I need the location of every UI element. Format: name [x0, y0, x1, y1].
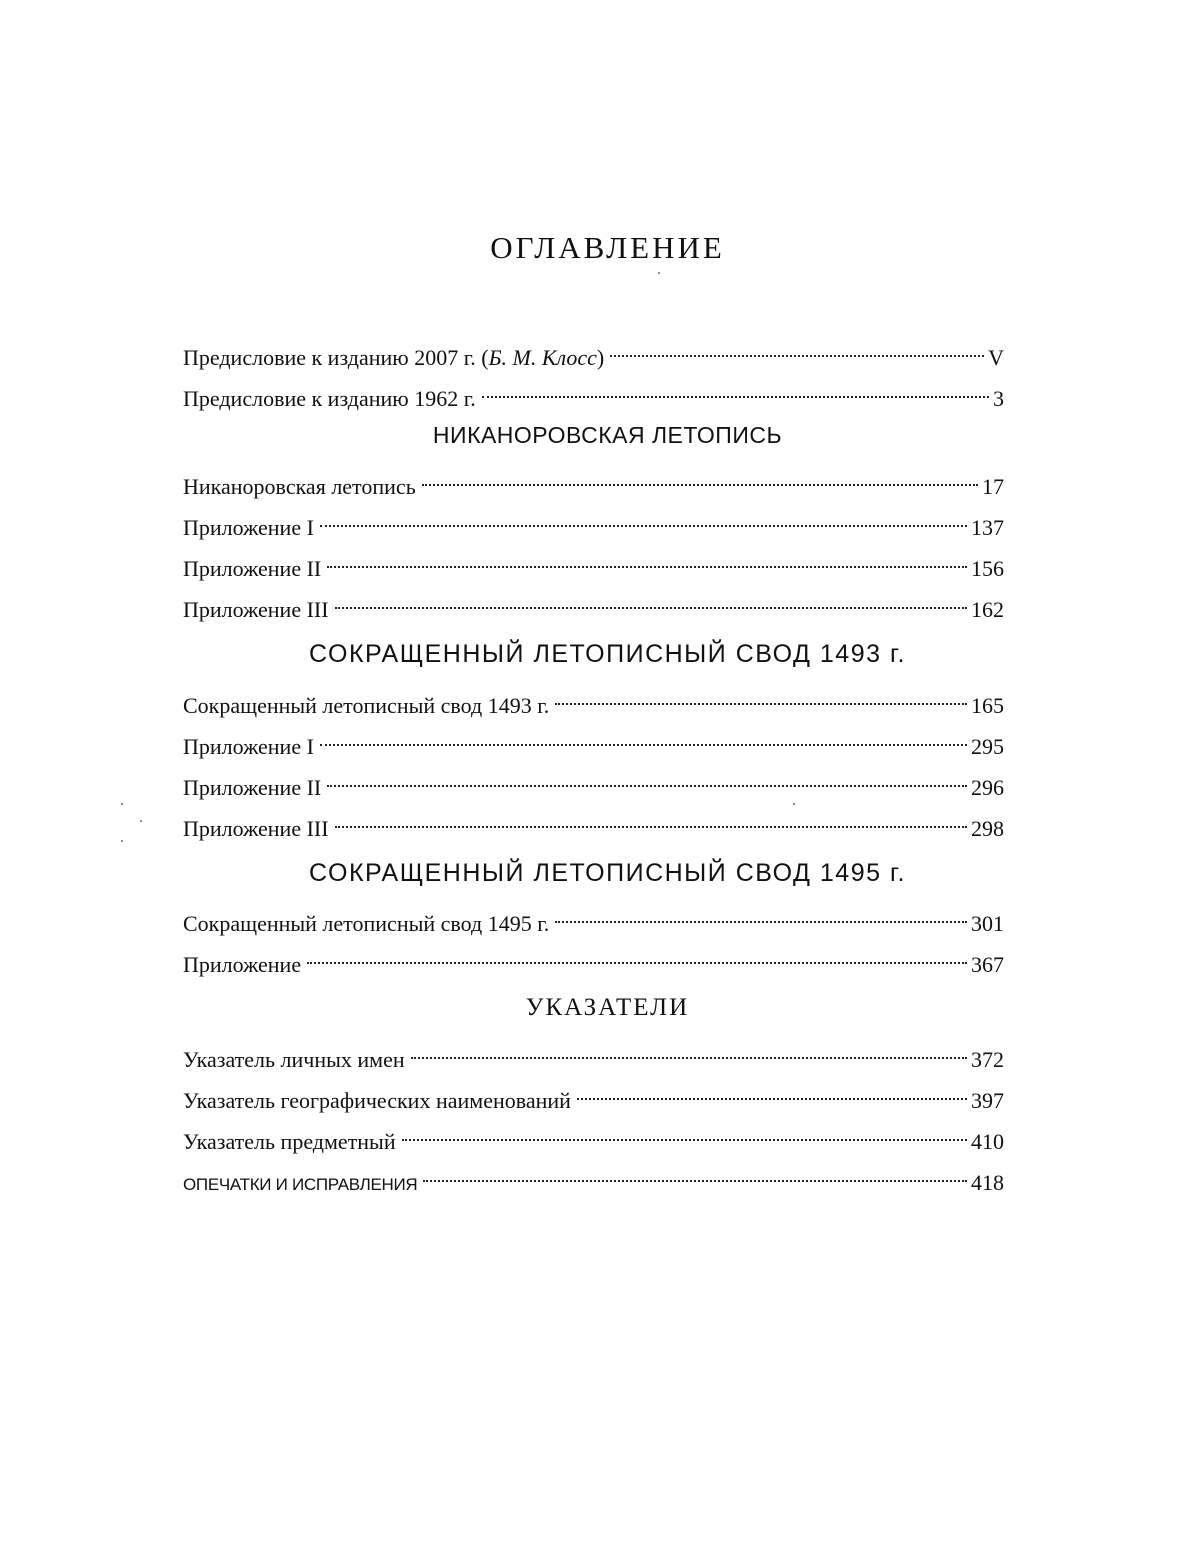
- toc-entry-page: V: [988, 345, 1004, 370]
- toc-entry-label: Приложение I: [183, 734, 314, 759]
- dot-leader: [555, 901, 967, 931]
- toc-entry-label: Приложение II: [183, 775, 322, 800]
- dot-leader: [402, 1119, 967, 1149]
- dot-leader: [335, 806, 967, 836]
- dot-leader: [320, 505, 967, 535]
- toc-entry-label: Указатель личных имен: [183, 1047, 405, 1072]
- scan-speck: [121, 803, 123, 805]
- toc-entry-page: 165: [971, 693, 1004, 718]
- toc-entry[interactable]: [183, 1078, 1004, 1113]
- dot-leader: [610, 335, 984, 365]
- dot-leader: [335, 587, 967, 617]
- toc-entry[interactable]: [183, 765, 1004, 800]
- toc-entry-label: Указатель географических наименований: [183, 1088, 571, 1113]
- dot-leader: [482, 376, 989, 406]
- section-title-nikanorovskaya: НИКАНОРОВСКАЯ ЛЕТОПИСЬ: [432, 422, 783, 448]
- toc-entry-label: Приложение II: [183, 556, 322, 581]
- toc-entry[interactable]: [183, 942, 1004, 977]
- toc-entry-page: 137: [971, 515, 1004, 540]
- dot-leader: [327, 546, 967, 576]
- dot-leader: [411, 1037, 967, 1067]
- toc-entry-page: 301: [971, 911, 1004, 936]
- scan-speck: [658, 272, 660, 274]
- toc-entry-preface-1962[interactable]: [183, 376, 1004, 411]
- scan-speck: [121, 840, 123, 842]
- dot-leader: [320, 724, 967, 754]
- toc-entry-label: Сокращенный летописный свод 1495 г.: [183, 911, 550, 936]
- toc-entry[interactable]: [183, 724, 1004, 759]
- toc-entry-label: Приложение III: [183, 816, 329, 841]
- toc-entry-label: Сокращенный летописный свод 1493 г.: [183, 693, 550, 718]
- section-title-ukazateli: УКАЗАТЕЛИ: [525, 994, 690, 1021]
- toc-entry[interactable]: [183, 901, 1004, 936]
- toc-entry-page: 298: [971, 816, 1004, 841]
- toc-entry-page: 3: [993, 386, 1004, 411]
- toc-entry[interactable]: [183, 505, 1004, 540]
- section-title-svod-1495: СОКРАЩЕННЫЙ ЛЕТОПИСНЫЙ СВОД 1495 г.: [309, 859, 906, 887]
- toc-entry[interactable]: [183, 587, 1004, 622]
- toc-entry[interactable]: [183, 464, 1004, 499]
- dot-leader: [577, 1078, 967, 1108]
- toc-entry-errata[interactable]: [183, 1160, 1004, 1195]
- dot-leader: [423, 1160, 967, 1190]
- dot-leader: [307, 942, 967, 972]
- toc-entry-label: Никаноровская летопись: [183, 474, 416, 499]
- toc-entry-page: 410: [971, 1129, 1004, 1154]
- toc-entry-preface-2007[interactable]: [183, 335, 1004, 370]
- toc-entry-label: ОПЕЧАТКИ И ИСПРАВЛЕНИЯ: [183, 1175, 418, 1194]
- scan-speck: [140, 820, 142, 822]
- toc-entry-label: Приложение I: [183, 515, 314, 540]
- toc-entry-page: 397: [971, 1088, 1004, 1113]
- dot-leader: [327, 765, 967, 795]
- toc-entry-page: 296: [971, 775, 1004, 800]
- toc-entry-page: 372: [971, 1047, 1004, 1072]
- toc-entry-page: 162: [971, 597, 1004, 622]
- toc-entry-label: Приложение: [183, 952, 302, 977]
- page-title: ОГЛАВЛЕНИЕ: [490, 230, 725, 265]
- section-title-svod-1493: СОКРАЩЕННЫЙ ЛЕТОПИСНЫЙ СВОД 1493 г.: [309, 640, 906, 668]
- toc-entry-page: 156: [971, 556, 1004, 581]
- scan-speck: [793, 803, 795, 805]
- toc-entry-label: Предисловие к изданию 2007 г. (Б. М. Клосс): [183, 345, 605, 370]
- toc-entry[interactable]: [183, 1119, 1004, 1154]
- toc-entry-label: Предисловие к изданию 1962 г.: [183, 386, 476, 411]
- toc-entry-page: 295: [971, 734, 1004, 759]
- dot-leader: [555, 683, 967, 713]
- toc-entry[interactable]: [183, 683, 1004, 718]
- toc-entry[interactable]: [183, 806, 1004, 841]
- toc-entry-page: 367: [971, 952, 1004, 977]
- toc-entry[interactable]: [183, 546, 1004, 581]
- toc-entry-label: Указатель предметный: [183, 1129, 396, 1154]
- dot-leader: [422, 464, 978, 494]
- toc-entry-page: 418: [971, 1170, 1004, 1195]
- toc-entry-label: Приложение III: [183, 597, 329, 622]
- toc-entry-page: 17: [982, 474, 1004, 499]
- toc-entry[interactable]: [183, 1037, 1004, 1072]
